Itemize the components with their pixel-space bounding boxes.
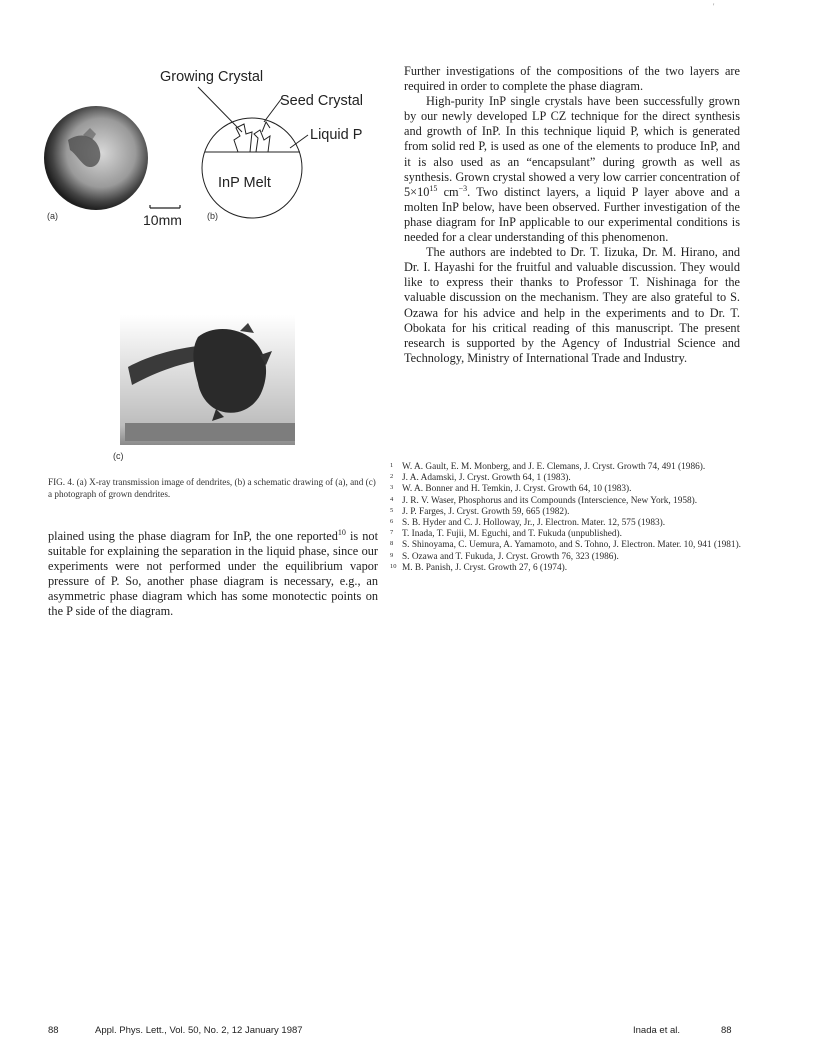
reference-text: S. Shinoyama, C. Uemura, A. Yamamoto, and S. Tohno, J. Electron. Mater. 10, 941 (1981). (402, 540, 742, 551)
left-paragraph-text: plained using the phase diagram for InP, the one reported (48, 529, 338, 543)
panel-b-label: (b) (207, 211, 218, 221)
reference-text: S. B. Hyder and C. J. Holloway, Jr., J. Electron. Mater. 12, 575 (1983). (402, 518, 666, 529)
reference-superscript: 10 (337, 527, 346, 537)
references-list (390, 462, 742, 574)
reference-item (390, 462, 742, 473)
reference-item (390, 563, 742, 574)
inp-melt-label: InP Melt (218, 175, 271, 191)
left-paragraph-text-continued: is not suitable for explaining the separation in the liquid phase, since our experiments were not performed under the equilibrium vapor pressure of P. So, another phase diagram is necessary, e.g., an asymmetric phase diagram which has some monotectic points on the P side of the diagram. (48, 529, 378, 619)
reference-number: 6 (390, 518, 394, 526)
reference-text: J. P. Farges, J. Cryst. Growth 59, 665 (1982). (402, 506, 570, 517)
right-paragraph-1: Further investigations of the compositions of the two layers are required in order to complete the phase diagram. (404, 64, 740, 94)
reference-item (390, 473, 742, 484)
unit-text: cm (437, 184, 459, 199)
reference-number: 10 (390, 562, 397, 570)
acknowledgments-paragraph: The authors are indebted to Dr. T. Iizuka, Dr. M. Hirano, and Dr. I. Hayashi for the fruitful and valuable discussion. They would like to express their thanks to Professor T. Nishinaga for the valuable discussion on the mechanism. They are also grateful to S. Ozawa for his advice and help in the experiments and to Dr. T. Obokata for his critical reading of this manuscript. The present research is supported by the Agency of Industrial Science and Technology, Ministry of International Trade and Industry. (404, 245, 740, 365)
crystal-growth-schematic (143, 60, 390, 228)
paragraph-2-text: High-purity InP single crystals have been successfully grown by our newly developed LP CZ technique for the direct synthesis and growth of InP. In this technique liquid P, which is generated from solid red P, is used as one of the elements to produce InP, and it is also used as an “encapsulant” during growth as well as synthesis. Grown crystal showed a very low carrier concentration of 5×10 (404, 94, 740, 199)
right-paragraph-2 (404, 94, 740, 245)
corner-mark: ' (713, 2, 715, 11)
reference-text: M. B. Panish, J. Cryst. Growth 27, 6 (1974). (402, 562, 568, 573)
reference-number: 7 (390, 529, 394, 537)
figure-caption: FIG. 4. (a) X-ray transmission image of dendrites, (b) a schematic drawing of (a), and (c) a photograph of grown dendrites. (48, 477, 376, 499)
reference-text: J. R. V. Waser, Phosphorus and its Compounds (Interscience, New York, 1958). (402, 495, 698, 506)
reference-item (390, 552, 742, 563)
schematic-drawing-panel (143, 60, 390, 228)
exponent-superscript: 15 (429, 183, 438, 193)
growing-crystal-label: Growing Crystal (160, 69, 264, 85)
reference-item (390, 484, 742, 495)
xray-dendrite-image (28, 100, 143, 210)
panel-a-label: (a) (47, 211, 58, 221)
footer-page-number-left: 88 (48, 1025, 59, 1036)
reference-number: 1 (390, 462, 394, 469)
unit-exponent-superscript: −3 (458, 183, 468, 193)
paragraph-2-text-continued: . Two distinct layers, a liquid P layer above and a molten InP below, have been observed. Further investigation of the phase diagram for InP applicable to our experimental conditions is needed for a clear understanding of this phenomenon. (404, 184, 740, 245)
reference-item (390, 507, 742, 518)
reference-text: J. A. Adamski, J. Cryst. Growth 64, 1 (1983). (402, 473, 571, 484)
left-paragraph (48, 529, 378, 620)
reference-text: W. A. Bonner and H. Temkin, J. Cryst. Growth 64, 10 (1983). (402, 484, 632, 495)
seed-crystal-label: Seed Crystal (280, 93, 364, 109)
photograph-panel (120, 295, 295, 445)
reference-item (390, 518, 742, 529)
reference-text: S. Ozawa and T. Fukuda, J. Cryst. Growth 76, 323 (1986). (402, 551, 619, 562)
reference-text: T. Inada, T. Fujii, M. Eguchi, and T. Fukuda (unpublished). (402, 529, 622, 540)
footer-page-number-right: 88 (721, 1025, 732, 1036)
reference-item (390, 496, 742, 507)
reference-number: 4 (390, 495, 394, 503)
reference-number: 3 (390, 484, 394, 492)
dendrite-photograph (120, 295, 295, 445)
reference-number: 9 (390, 551, 394, 559)
reference-number: 2 (390, 473, 394, 481)
reference-number: 5 (390, 506, 394, 514)
scale-bar-label: 10mm (143, 212, 182, 228)
footer-journal-citation: Appl. Phys. Lett., Vol. 50, No. 2, 12 January 1987 (95, 1025, 303, 1036)
xray-image-panel (28, 100, 143, 210)
reference-text: W. A. Gault, E. M. Monberg, and J. E. Clemans, J. Cryst. Growth 74, 491 (1986). (402, 462, 706, 472)
reference-item (390, 529, 742, 540)
right-column-text (404, 64, 740, 366)
liquid-p-label: Liquid P (310, 127, 363, 143)
footer-authors: Inada et al. (633, 1025, 681, 1036)
reference-number: 8 (390, 540, 394, 548)
reference-item (390, 540, 742, 551)
left-column-text (48, 529, 378, 620)
panel-c-label: (c) (113, 451, 124, 461)
